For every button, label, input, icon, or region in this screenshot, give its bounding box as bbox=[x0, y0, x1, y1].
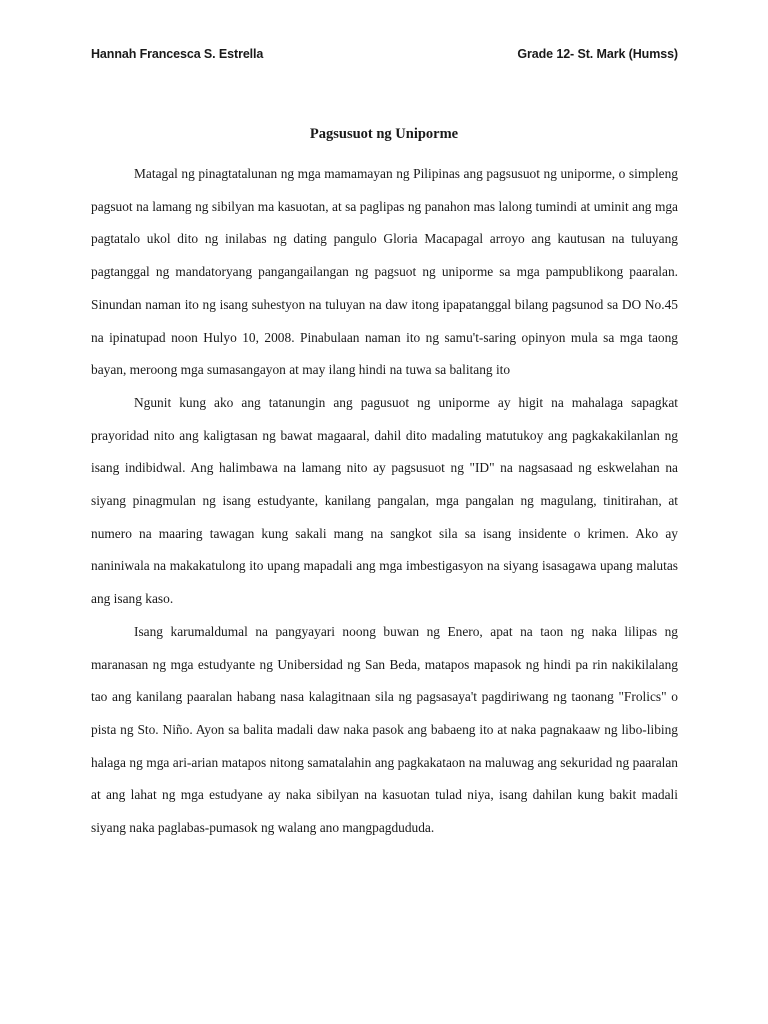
paragraph-2: Ngunit kung ako ang tatanungin ang pagusuot ng uniporme ay higit na mahalaga sapagkat prayoridad nito ang kaligtasan ng bawat magaaral, dahil dito madaling matutukoy ang pagkakakilanlan ng isang indibidwal. Ang halimbawa na lamang nito ay pagsusuot ng "ID" na nagsasaad ng eskwelahan na siyang pinagmulan ng isang estudyante, kanilang pangalan, mga pangalan ng magulang, tinitirahan, at numero na maaring tawagan kung sakali mang na sangkot sila sa isang insidente o krimen. Ako ay naniniwala na makakatulong ito upang mapadali ang mga imbestigasyon na siyang isasagawa upang malutas ang isang kaso. bbox=[91, 394, 678, 607]
paragraph-3: Isang karumaldumal na pangyayari noong buwan ng Enero, apat na taon ng naka lilipas ng maranasan ng mga estudyante ng Unibersidad ng San Beda, matapos mapasok ng hindi pa rin nakikilalang tao ang kanilang paaralan habang nasa kalagitnaan sila ng pagsasaya't pagdiriwang ng taonang "Frolics" o pista ng Sto. Niño. Ayon sa balita madali daw naka pasok ang babaeng ito at naka pagnakaaw ng libo-libing halaga ng mga ari-arian matapos nitong samatalahin ang pagkakataon na maluwag ang sekuridad ng paaralan at ang lahat ng mga estudyane ay naka sibilyan na kasuotan tulad niya, isang dahilan kung bakit madali siyang naka paglabas-pumasok ng walang ano mangpagdududa. bbox=[91, 623, 678, 836]
grade-section: Grade 12- St. Mark (Humss) bbox=[517, 47, 678, 61]
document-title: Pagsusuot ng Uniporme bbox=[309, 126, 459, 142]
paragraph-1: Matagal ng pinagtatalunan ng mga mamamayan ng Pilipinas ang pagsusuot ng uniporme, o simpleng pagsuot na lamang ng sibilyan ma kasuotan, at sa paglipas ng panahon mas lalong tumindi at uminit ang mga pagtatalo ukol dito ng inilabas ng dating pangulo Gloria Macapagal arroyo ang kautusan na tuluyang pagtanggal ng mandatoryang pangangailangan ng pagsuot ng uniporme sa mga pampublikong paaralan. Sinundan naman ito ng isang suhestyon na tuluyan na daw itong ipapatanggal bilang pagsunod sa DO No.45 na ipinatupad noon Hulyo 10, 2008. Pinabulaan naman ito ng samu't-saring opinyon mula sa mga taong bayan, meroong mga sumasangayon at may ilang hindi na tuwa sa balitang ito bbox=[91, 166, 678, 378]
document-body bbox=[91, 158, 678, 845]
author-name: Hannah Francesca S. Estrella bbox=[91, 47, 264, 61]
